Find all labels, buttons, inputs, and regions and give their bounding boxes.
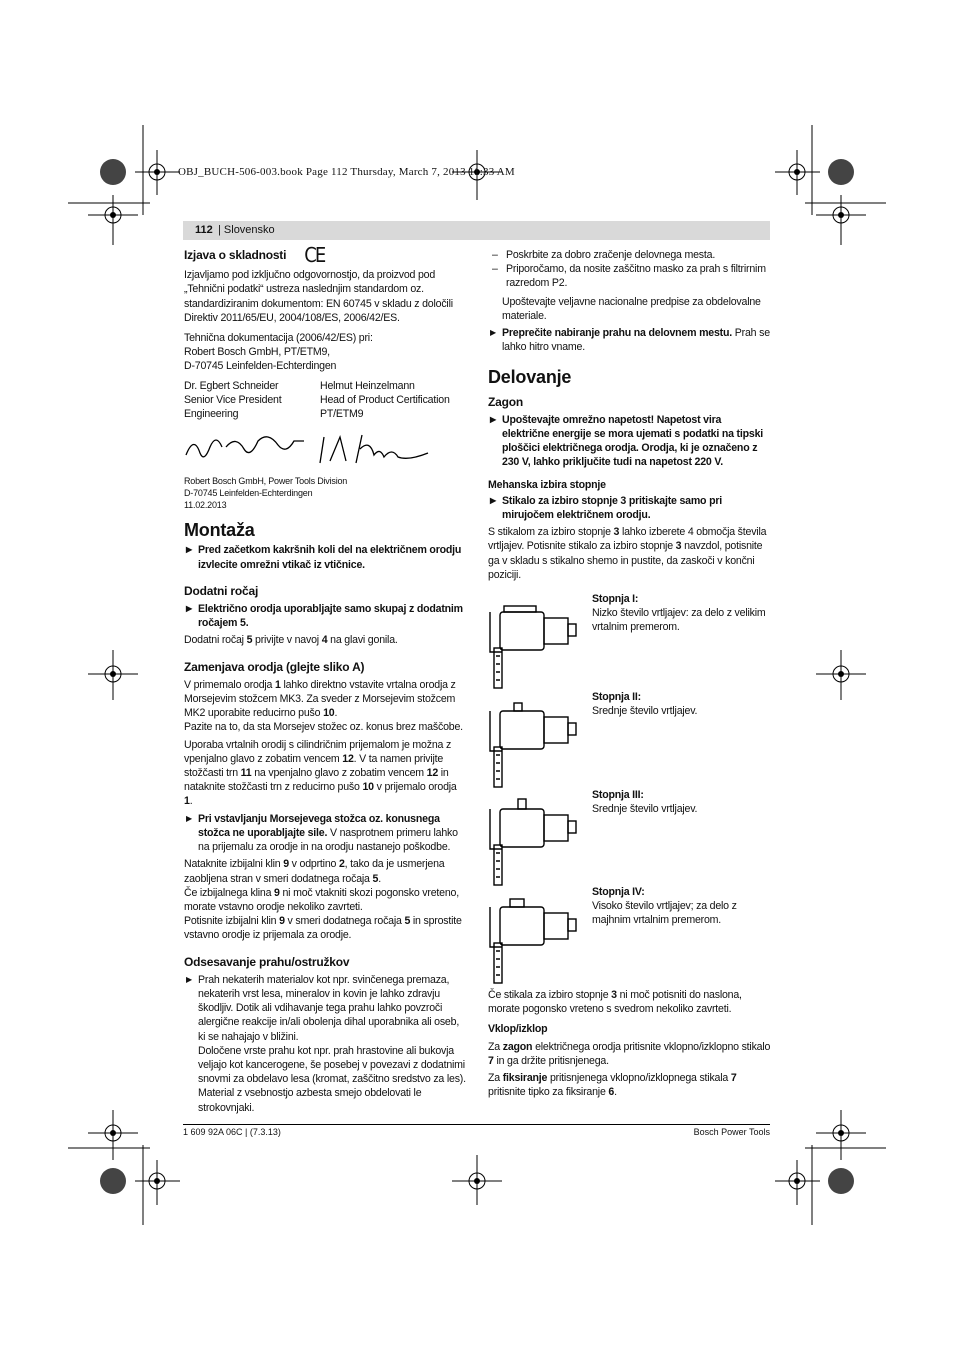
izjava-heading: Izjava o skladnosti — [184, 248, 287, 262]
zamenjava-heading: Zamenjava orodja (glejte sliko A) — [184, 659, 365, 674]
stage-4: Stopnja IV: Visoko število vrtljajev; za delo z majhnim vrtalnim premerom. — [592, 886, 737, 927]
dash-item-2: – Priporočamo, da nosite zaščitno masko za prah s filtrirnim razredom P2. — [488, 262, 771, 290]
signers: Dr. Egbert Schneider Senior Vice President Engineering Helmut Heinzelmann Head of Product Certification PT/ETM9 — [184, 379, 450, 421]
vklop-p1: Za zagon električnega orodja pritisnite vklopno/izklopno stikalo 7 in ga držite pritisnjenega. — [488, 1040, 771, 1067]
rocaj-warning: ▶ Električno orodja uporabljajte samo skupaj z dodatnim ročajem 5. — [184, 602, 466, 630]
handwritten-signatures — [184, 425, 466, 473]
rocaj-heading: Dodatni ročaj — [184, 583, 259, 598]
upostevajte-text: Upoštevajte veljavne nacionalne predpise za obdelovalne materiale. — [502, 295, 761, 322]
zam-p3: Uporaba vrtalnih orodij s cilindričnim prijemalom je možna z vpenjalno glavo z zobatim vencem 12. V ta namen privijte stožčasti trn 11 na vpenjalno glavo z zobatim vencem 12 in nataknite stožčasti trn z reducirno pušo 10 v prijemalo orodja 1. — [184, 738, 457, 808]
zam-p1: V primemalo orodja 1 lahko direktno vstavite vrtalna orodja z Morsejevim stožcem MK3. Za sveder z Morsejevim stožcem MK2 uporabite reducirno pušo 10. — [184, 678, 456, 720]
zam-p2: Pazite na to, da sta Morsejev stožec oz. konus brez maščobe. — [184, 721, 463, 734]
footer-doc-number: 1 609 92A 06C | (7.3.13) — [183, 1127, 281, 1137]
zagon-warning: ▶ Upoštevajte omrežno napetost! Napetost vira električne energije se mora ujemati s podatki na tipski ploščici električnega orodja. Orodja, ki je označeno z 230 V, lahko priključite tudi na napetost 220 V. — [488, 413, 771, 470]
rocaj-text: Dodatni ročaj 5 privijte v navoj 4 na glavi gonila. — [184, 634, 398, 647]
stage-4-illustration — [488, 893, 584, 985]
stage-2: Stopnja II: Srednje število vrtljajev. — [592, 691, 698, 718]
dash-item-1: – Poskrbite za dobro zračenje delovnega mesta. — [488, 248, 771, 262]
odsesavanje-heading: Odsesavanje prahu/ostružkov — [184, 954, 350, 969]
right-column — [488, 248, 771, 585]
stage-3-illustration — [488, 795, 584, 887]
odses-warning: ▶ Prah nekaterih materialov kot npr. svinčenega premaza, nekaterih vrst lesa, mineralov in kovin je lahko zdravju škodljiv. Dotik ali vdihavanje tega prahu lahko povzroči alergične reakcije in/ali obolenja dihal uporabnika ali oseb, ki se nahajajo v bližini. Določene vrste prahu kot npr. prah hrastovine ali bukovja veljajo kot kancerogene, še posebej v povezavi z dodatnimi snovmi za obdelavo lesa (kromat, zaščitno sredstvo za les). Material z vsebnostjo azbesta smejo obdelovati le strokovnjaki. — [184, 973, 466, 1115]
mehanska-heading: Mehanska izbira stopnje — [488, 478, 606, 491]
stage-2-illustration — [488, 697, 584, 789]
mehanska-warning: ▶ Stikalo za izbiro stopnje 3 pritiskajte samo pri mirujočem električnem orodju. — [488, 494, 771, 522]
zam-p6: Potisnite izbijalni klin 9 v smeri dodatnega ročaja 5 in sprostite vstavno orodje iz prijemala za orodje. — [184, 915, 462, 942]
footer-rule — [183, 1124, 770, 1125]
ce-mark: CE — [304, 243, 325, 267]
signature-images — [184, 425, 466, 473]
print-slug: OBJ_BUCH-506-003.book Page 112 Thursday, March 7, 2013 11:33 AM — [178, 166, 515, 178]
montaza-heading: Montaža — [184, 520, 255, 541]
preprecite-warning: ▶ Preprečite nabiranje prahu na delovnem mestu. Prah se lahko hitro vname. — [488, 326, 771, 354]
zam-p5: Če izbijalnega klina 9 ni moč vtakniti skozi pogonsko vreteno, morate vstavno orodje nekoliko zavrteti. — [184, 886, 459, 913]
stage-1: Stopnja I: Nizko število vrtljajev: za delo z velikim vrtalnim premerom. — [592, 593, 766, 634]
zam-p4: Nataknite izbijalni klin 9 v odprtino 2, tako da je usmerjena zaobljena stran v smeri dodatnega ročaja 5. — [184, 858, 445, 885]
stikalo-text: Če stikala za izbiro stopnje 3 ni moč potisniti do naslona, morate pogonsko vreteno s svedrom nekoliko zavrteti. — [488, 989, 742, 1016]
vklop-p2: Za fiksiranje pritisnjenega vklopno/izklopnega stikala 7 pritisnite tipko za fiksiranje 6. — [488, 1072, 737, 1099]
vklop-heading: Vklop/izklop — [488, 1023, 548, 1036]
stage-3: Stopnja III: Srednje število vrtljajev. — [592, 789, 698, 816]
izjava-text: Izjavljamo pod izključno odgovornostjo, da proizvod pod „Tehnični podatki“ ustreza naslednjim standardom oz. standardiziranim dokumentom: EN 60745 v skladu z določili Direktiv 2011/65/EU, 2004/108/ES, 2006/42/ES. — [184, 269, 453, 324]
zagon-heading: Zagon — [488, 394, 523, 409]
stage-1-illustration — [488, 598, 584, 690]
delovanje-heading: Delovanje — [488, 367, 572, 388]
company-info: Robert Bosch GmbH, Power Tools Division D-70745 Leinfelden-Echterdingen 11.02.2013 — [184, 476, 348, 511]
tech-doc: Tehnična dokumentacija (2006/42/ES) pri: Robert Bosch GmbH, PT/ETM9, D-70745 Leinfelden-Echterdingen — [184, 332, 373, 373]
right-column-bottom — [488, 988, 771, 1102]
montaza-warning: ▶ Pred začetkom kakršnih koli del na električnem orodju izvlecite omrežni vtikač iz vtičnice. — [184, 543, 466, 571]
footer-brand: Bosch Power Tools — [693, 1127, 770, 1137]
zam-warning: ▶ Pri vstavljanju Morsejevega stožca oz. konusnega stožca ne uporabljajte sile. V nasprotnem primeru lahko na prijemalu za orodje in na orodju nastanejo poškodbe. — [184, 812, 466, 855]
page-number: 112 — [195, 224, 213, 236]
language-label: | Slovensko — [218, 224, 275, 236]
page-header — [183, 221, 770, 240]
left-column — [184, 243, 466, 1118]
mehanska-text: S stikalom za izbiro stopnje 3 lahko izberete 4 območja števila vrtljajev. Potisnite stikalo za izbiro stopnje 3 navzdol, potisnite ga v skladu s stikalno shemo in pustite, da zaskoči v končni poziciji. — [488, 526, 767, 581]
